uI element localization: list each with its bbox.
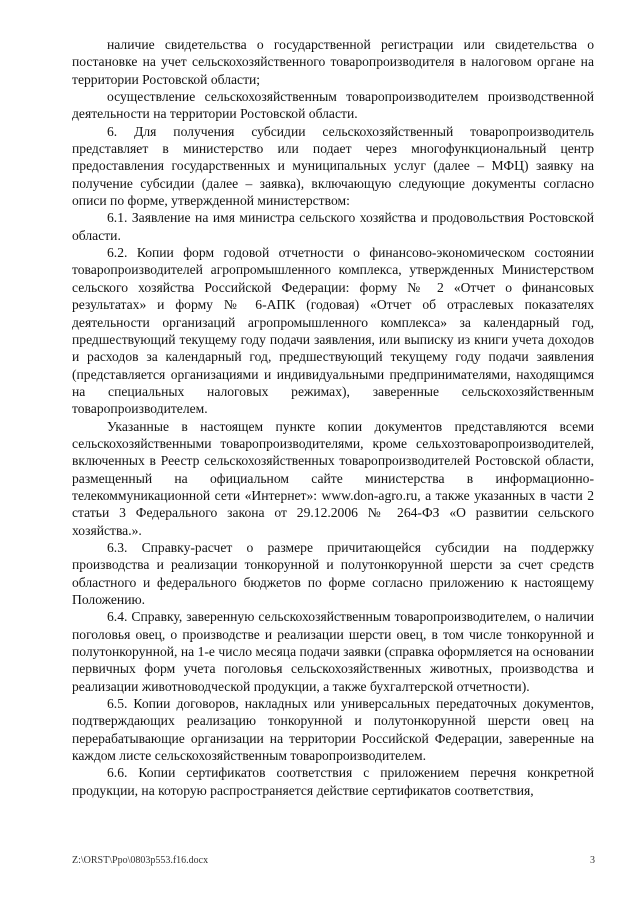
page-number: 3 — [590, 855, 595, 866]
paragraph-6-6: 6.6. Копии сертификатов соответствия с приложением перечня конкретной продукции, на которую распространяется действие сертификатов соответствия, — [72, 765, 594, 798]
paragraph-6-1: 6.1. Заявление на имя министра сельского хозяйства и продовольствия Ростовской области. — [72, 210, 594, 243]
paragraph-6-2: 6.2. Копии форм годовой отчетности о финансово-экономическом состоянии товаропроизводителей агропромышленного комплекса, утвержденных Министерством сельского хозяйства Российской Федерации: форму № 2 «Отчет о финансовых результатах» и форму № 6-АПК (годовая) «Отчет об отраслевых показателях деятельности организаций агропромышленного комплекса» за календарный год, предшествующий текущему году подачи заявления, или выписку из книги учета доходов и расходов за календарный год, предшествующий текущему году подачи заявления (представляется организациями и индивидуальными предпринимателями, находящимся на специальных налоговых режимах), заверенные сельскохозяйственным товаропроизводителем. — [72, 245, 594, 417]
document-body — [72, 36, 594, 799]
paragraph-6-3: 6.3. Справку-расчет о размере причитающейся субсидии на поддержку производства и реализации тонкорунной и полутонкорунной шерсти за счет средств областного и федерального бюджетов по форме согласно приложению к настоящему Положению. — [72, 539, 594, 607]
paragraph-registration: наличие свидетельства о государственной регистрации или свидетельства о постановке на учет сельскохозяйственного товаропроизводителя в налоговом органе на территории Ростовской области; — [72, 37, 594, 87]
paragraph-6-4: 6.4. Справку, заверенную сельскохозяйственным товаропроизводителем, о наличии поголовья овец, о производстве и реализации шерсти овец, в том числе тонкорунной и полутонкорунной, на 1-е число месяца подачи заявки (справка оформляется на основании первичных форм учета поголовья сельскохозяйственных животных, производства и реализации животноводческой продукции, а также бухгалтерской отчетности). — [72, 609, 594, 694]
paragraph-6-5: 6.5. Копии договоров, накладных или универсальных передаточных документов, подтверждающих реализацию тонкорунной и полутонкорунной шерсти овец на перерабатывающие организации на территории Российской Федерации, заверенные на каждом листе сельскохозяйственным товаропроизводителем. — [72, 696, 594, 764]
footer-file-path: Z:\ORST\Ppo\0803p553.f16.docx — [72, 855, 209, 866]
paragraph-activity: осуществление сельскохозяйственным товаропроизводителем производственной деятельности на территории Ростовской области. — [72, 89, 594, 122]
paragraph-6-2-note: Указанные в настоящем пункте копии документов представляются всеми сельскохозяйственными товаропроизводителями, кроме сельхозтоваропроизводителей, включенных в Реестр сельскохозяйственных товаропроизводителей Ростовской области, размещенный на официальном сайте министерства в информационно-телекоммуникационной сети «Интернет»: www.don-agro.ru, а также указанных в части 2 статьи 3 Федерального закона от 29.12.2006 № 264-ФЗ «О развитии сельского хозяйства.». — [72, 418, 594, 538]
paragraph-6: 6. Для получения субсидии сельскохозяйственный товаропроизводитель представляет в министерство или подает через многофункциональный центр предоставления государственных и муниципальных услуг (далее – МФЦ) заявку на получение субсидии (далее – заявка), включающую следующие документы согласно описи по форме, утвержденной министерством: — [72, 123, 594, 209]
